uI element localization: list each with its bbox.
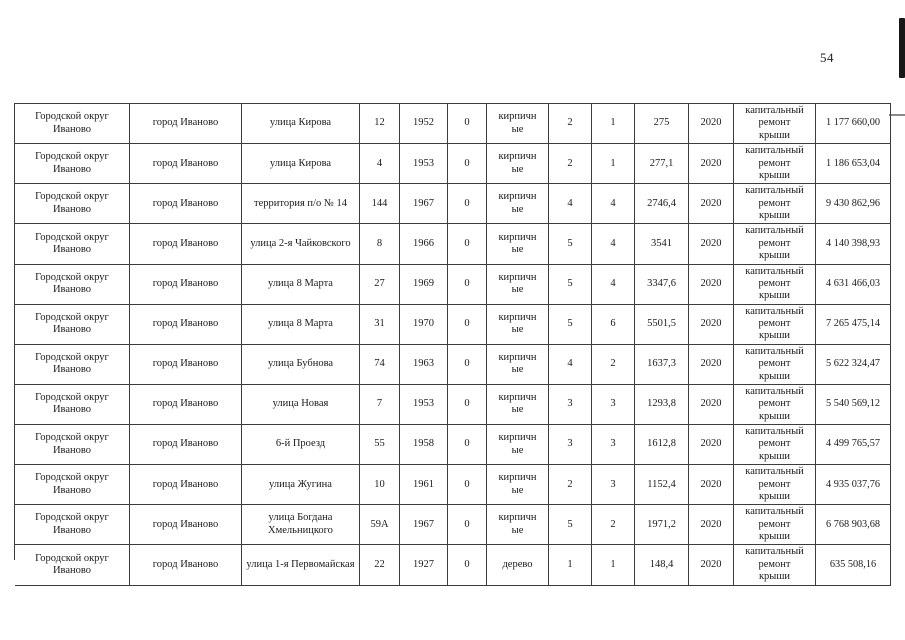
cell-city: город Иваново	[130, 224, 242, 264]
page-number: 54	[820, 50, 834, 65]
cell-wall-material: кирпичные	[487, 224, 549, 264]
table-row	[15, 505, 891, 545]
cell-work-type: капитальный ремонт крыши	[734, 345, 816, 385]
cell-city: город Иваново	[130, 545, 242, 585]
cell-district: Городской округ Иваново	[15, 104, 130, 144]
cell-storeys: 4	[549, 345, 592, 385]
cell-year-built: 1970	[400, 305, 448, 345]
cell-cost: 4 935 037,76	[816, 465, 891, 505]
cell-program-year: 2020	[689, 305, 734, 345]
cell-street: улица Кирова	[242, 144, 360, 184]
cell-wall-material: кирпичные	[487, 425, 549, 465]
cell-cost: 4 140 398,93	[816, 224, 891, 264]
cell-street: улица Богдана Хмельницкого	[242, 505, 360, 545]
cell-wall-material: кирпичные	[487, 104, 549, 144]
cell-zero-value: 0	[448, 345, 487, 385]
cell-city: город Иваново	[130, 305, 242, 345]
cell-district: Городской округ Иваново	[15, 385, 130, 425]
table-row	[15, 224, 891, 264]
cell-city: город Иваново	[130, 385, 242, 425]
cell-area: 3541	[635, 224, 689, 264]
cell-zero-value: 0	[448, 224, 487, 264]
scan-artifact-bar	[899, 18, 905, 78]
cell-house-number: 12	[360, 104, 400, 144]
cell-zero-value: 0	[448, 465, 487, 505]
cell-district: Городской округ Иваново	[15, 184, 130, 224]
cell-street: территория п/о № 14	[242, 184, 360, 224]
cell-entrances: 2	[592, 505, 635, 545]
cell-street: улица 1-я Первомайская	[242, 545, 360, 585]
cell-storeys: 2	[549, 144, 592, 184]
cell-area: 1293,8	[635, 385, 689, 425]
table-row	[15, 385, 891, 425]
cell-program-year: 2020	[689, 144, 734, 184]
table-row	[15, 425, 891, 465]
cell-house-number: 7	[360, 385, 400, 425]
cell-zero-value: 0	[448, 305, 487, 345]
cell-year-built: 1953	[400, 144, 448, 184]
cell-work-type: капитальный ремонт крыши	[734, 144, 816, 184]
cell-year-built: 1963	[400, 345, 448, 385]
cell-street: улица Кирова	[242, 104, 360, 144]
cell-storeys: 3	[549, 385, 592, 425]
cell-cost: 635 508,16	[816, 545, 891, 585]
cell-entrances: 3	[592, 465, 635, 505]
cell-district: Городской округ Иваново	[15, 345, 130, 385]
cell-area: 1971,2	[635, 505, 689, 545]
cell-cost: 6 768 903,68	[816, 505, 891, 545]
cell-year-built: 1961	[400, 465, 448, 505]
cell-house-number: 10	[360, 465, 400, 505]
cell-cost: 4 631 466,03	[816, 265, 891, 305]
cell-city: город Иваново	[130, 144, 242, 184]
cell-city: город Иваново	[130, 345, 242, 385]
cell-program-year: 2020	[689, 425, 734, 465]
cell-street: улица Новая	[242, 385, 360, 425]
cell-storeys: 1	[549, 545, 592, 585]
table-row	[15, 545, 891, 585]
cell-storeys: 2	[549, 465, 592, 505]
cell-district: Городской округ Иваново	[15, 144, 130, 184]
cell-work-type: капитальный ремонт крыши	[734, 545, 816, 585]
cell-wall-material: дерево	[487, 545, 549, 585]
cell-area: 1152,4	[635, 465, 689, 505]
cell-program-year: 2020	[689, 104, 734, 144]
cell-work-type: капитальный ремонт крыши	[734, 184, 816, 224]
table-row	[15, 305, 891, 345]
cell-program-year: 2020	[689, 505, 734, 545]
cell-zero-value: 0	[448, 425, 487, 465]
cell-wall-material: кирпичные	[487, 505, 549, 545]
cell-wall-material: кирпичные	[487, 305, 549, 345]
cell-entrances: 1	[592, 144, 635, 184]
cell-cost: 9 430 862,96	[816, 184, 891, 224]
cell-storeys: 3	[549, 425, 592, 465]
cell-district: Городской округ Иваново	[15, 265, 130, 305]
table-row	[15, 184, 891, 224]
cell-street: улица 8 Марта	[242, 305, 360, 345]
cell-cost: 1 186 653,04	[816, 144, 891, 184]
cell-cost: 4 499 765,57	[816, 425, 891, 465]
cell-program-year: 2020	[689, 184, 734, 224]
cell-area: 2746,4	[635, 184, 689, 224]
cell-city: город Иваново	[130, 104, 242, 144]
cell-city: город Иваново	[130, 425, 242, 465]
cell-house-number: 4	[360, 144, 400, 184]
cell-house-number: 144	[360, 184, 400, 224]
cell-house-number: 74	[360, 345, 400, 385]
cell-work-type: капитальный ремонт крыши	[734, 385, 816, 425]
repair-program-table	[14, 103, 891, 583]
cell-district: Городской округ Иваново	[15, 425, 130, 465]
cell-zero-value: 0	[448, 104, 487, 144]
cell-cost: 1 177 660,00	[816, 104, 891, 144]
cell-work-type: капитальный ремонт крыши	[734, 265, 816, 305]
cell-street: улица Бубнова	[242, 345, 360, 385]
cell-house-number: 27	[360, 265, 400, 305]
cell-area: 5501,5	[635, 305, 689, 345]
cell-wall-material: кирпичные	[487, 465, 549, 505]
cell-year-built: 1958	[400, 425, 448, 465]
cell-program-year: 2020	[689, 385, 734, 425]
cell-zero-value: 0	[448, 505, 487, 545]
cell-district: Городской округ Иваново	[15, 305, 130, 345]
cell-city: город Иваново	[130, 265, 242, 305]
cell-area: 275	[635, 104, 689, 144]
cell-entrances: 3	[592, 425, 635, 465]
cell-year-built: 1952	[400, 104, 448, 144]
cell-district: Городской округ Иваново	[15, 224, 130, 264]
cell-program-year: 2020	[689, 465, 734, 505]
cell-work-type: капитальный ремонт крыши	[734, 425, 816, 465]
cell-storeys: 5	[549, 505, 592, 545]
cell-entrances: 4	[592, 224, 635, 264]
cell-year-built: 1966	[400, 224, 448, 264]
table-row	[15, 104, 891, 144]
cell-street: улица 8 Марта	[242, 265, 360, 305]
cell-house-number: 59А	[360, 505, 400, 545]
cell-street: улица 2-я Чайковского	[242, 224, 360, 264]
cell-work-type: капитальный ремонт крыши	[734, 305, 816, 345]
cell-storeys: 5	[549, 224, 592, 264]
cell-work-type: капитальный ремонт крыши	[734, 104, 816, 144]
cell-house-number: 22	[360, 545, 400, 585]
cell-entrances: 3	[592, 385, 635, 425]
cell-year-built: 1967	[400, 184, 448, 224]
cell-work-type: капитальный ремонт крыши	[734, 465, 816, 505]
cell-year-built: 1953	[400, 385, 448, 425]
table-row	[15, 265, 891, 305]
cell-storeys: 2	[549, 104, 592, 144]
cell-district: Городской округ Иваново	[15, 505, 130, 545]
cell-wall-material: кирпичные	[487, 265, 549, 305]
cell-work-type: капитальный ремонт крыши	[734, 224, 816, 264]
cell-entrances: 4	[592, 184, 635, 224]
cell-district: Городской округ Иваново	[15, 545, 130, 585]
cell-cost: 5 540 569,12	[816, 385, 891, 425]
cell-storeys: 4	[549, 184, 592, 224]
cell-entrances: 4	[592, 265, 635, 305]
cell-area: 3347,6	[635, 265, 689, 305]
cell-house-number: 8	[360, 224, 400, 264]
cell-area: 1637,3	[635, 345, 689, 385]
cell-wall-material: кирпичные	[487, 184, 549, 224]
cell-area: 1612,8	[635, 425, 689, 465]
cell-house-number: 55	[360, 425, 400, 465]
cell-zero-value: 0	[448, 265, 487, 305]
cell-work-type: капитальный ремонт крыши	[734, 505, 816, 545]
cell-year-built: 1927	[400, 545, 448, 585]
cell-cost: 5 622 324,47	[816, 345, 891, 385]
cell-wall-material: кирпичные	[487, 144, 549, 184]
cell-city: город Иваново	[130, 184, 242, 224]
cell-entrances: 1	[592, 545, 635, 585]
cell-entrances: 6	[592, 305, 635, 345]
cell-storeys: 5	[549, 265, 592, 305]
cell-program-year: 2020	[689, 345, 734, 385]
cell-street: 6-й Проезд	[242, 425, 360, 465]
cell-zero-value: 0	[448, 545, 487, 585]
cell-area: 277,1	[635, 144, 689, 184]
scan-artifact-dash	[889, 114, 905, 116]
cell-program-year: 2020	[689, 545, 734, 585]
cell-storeys: 5	[549, 305, 592, 345]
cell-program-year: 2020	[689, 265, 734, 305]
cell-cost: 7 265 475,14	[816, 305, 891, 345]
cell-year-built: 1969	[400, 265, 448, 305]
cell-wall-material: кирпичные	[487, 345, 549, 385]
table-row	[15, 345, 891, 385]
cell-street: улица Жугина	[242, 465, 360, 505]
cell-area: 148,4	[635, 545, 689, 585]
table-row	[15, 465, 891, 505]
cell-wall-material: кирпичные	[487, 385, 549, 425]
cell-zero-value: 0	[448, 144, 487, 184]
cell-house-number: 31	[360, 305, 400, 345]
cell-zero-value: 0	[448, 184, 487, 224]
cell-entrances: 1	[592, 104, 635, 144]
cell-city: город Иваново	[130, 465, 242, 505]
cell-program-year: 2020	[689, 224, 734, 264]
cell-city: город Иваново	[130, 505, 242, 545]
cell-zero-value: 0	[448, 385, 487, 425]
cell-district: Городской округ Иваново	[15, 465, 130, 505]
table-row	[15, 144, 891, 184]
cell-entrances: 2	[592, 345, 635, 385]
cell-year-built: 1967	[400, 505, 448, 545]
